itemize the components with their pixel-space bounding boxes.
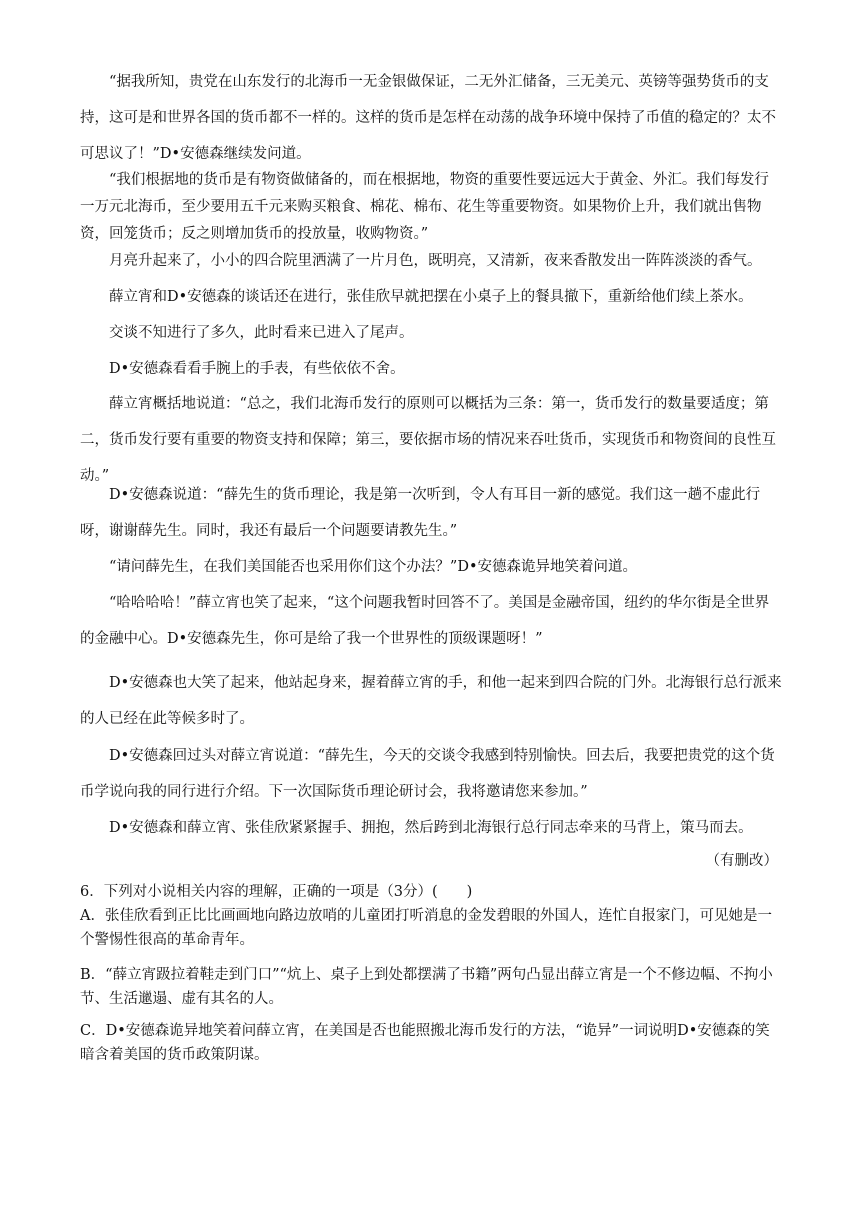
story-paragraph-11: D•安德森也大笑了起来，他站起身来，握着薛立宵的手，和他一起来到四合院的门外。北海银行总行派来的人已经在此等候多时了。 (80, 675, 782, 727)
story-paragraph-1: “据我所知，贵党在山东发行的北海币一无金银做保证，二无外汇储备，三无美元、英镑等强势货币的支持，这可是和世界各国的货币都不一样的。这样的货币是怎样在动荡的战争环境中保持了币值的稳定的？太不可思议了！”D•安德森继续发问道。 (80, 74, 776, 162)
story-paragraph-12: D•安德森回过头对薛立宵说道：“薛先生，今天的交谈令我感到特别愉快。回去后，我要把贵党的这个货币学说向我的同行进行介绍。下一次国际货币理论研讨会，我将邀请您来参加。” (80, 748, 775, 800)
story-paragraph-8: D•安德森说道：“薛先生的货币理论，我是第一次听到，令人有耳目一新的感觉。我们这一趟不虚此行呀，谢谢薛先生。同时，我还有最后一个问题要请教先生。” (80, 487, 761, 539)
story-paragraph-13: D•安德森和薛立宵、张佳欣紧紧握手、拥抱，然后跨到北海银行总行同志牵来的马背上，策马而去。 (109, 820, 753, 836)
story-paragraph-6: D•安德森看看手腕上的手表，有些依依不舍。 (109, 361, 405, 377)
story-paragraph-9: “请问薛先生，在我们美国能否也采用你们这个办法？”D•安德森诡异地笑着问道。 (109, 559, 638, 575)
story-paragraph-5: 交谈不知进行了多久，此时看来已进入了尾声。 (109, 325, 414, 341)
story-paragraph-7: 薛立宵概括地说道：“总之，我们北海币发行的原则可以概括为三条：第一，货币发行的数量要适度；第二，货币发行要有重要的物资支持和保障；第三，要依据市场的情况来吞吐货币，实现货币和物资间的良性互动。” (80, 396, 776, 484)
story-paragraph-4: 薛立宵和D•安德森的谈话还在进行，张佳欣早就把摆在小桌子上的餐具撤下，重新给他们续上茶水。 (109, 289, 753, 305)
story-paragraph-2: “我们根据地的货币是有物资做储备的，而在根据地，物资的重要性要远远大于黄金、外汇。我们每发行一万元北海币，至少要用五千元来购买粮食、棉花、棉布、花生等重要物资。如果物价上升，我们就出售物资，回笼货币；反之则增加货币的投放量，收购物资。” (80, 172, 769, 242)
question-option-b: B．“薛立宵趿拉着鞋走到门口”“炕上、桌子上到处都摆满了书籍”两句凸显出薛立宵是一个不修边幅、不拘小节、生活邋遢、虚有其名的人。 (80, 967, 773, 1007)
question-option-c: C．D•安德森诡异地笑着问薛立宵，在美国是否也能照搬北海币发行的方法，“诡异”一词说明D•安德森的笑暗含着美国的货币政策阴谋。 (80, 1023, 770, 1063)
story-paragraph-10: “哈哈哈哈！”薛立宵也笑了起来，“这个问题我暂时回答不了。美国是金融帝国，纽约的华尔街是全世界的金融中心。D•安德森先生，你可是给了我一个世界性的顶级课题呀！” (80, 595, 770, 647)
story-paragraph-3: 月亮升起来了，小小的四合院里洒满了一片月色，既明亮，又清新，夜来香散发出一阵阵淡淡的香气。 (109, 253, 762, 269)
question-option-a: A．张佳欣看到正比比画画地向路边放哨的儿童团打听消息的金发碧眼的外国人，连忙自报家门，可见她是一个警惕性很高的革命青年。 (80, 908, 772, 948)
question-stem: 6．下列对小说相关内容的理解，正确的一项是（3分）( ) (80, 884, 473, 900)
source-note: （有删改） (705, 853, 778, 869)
